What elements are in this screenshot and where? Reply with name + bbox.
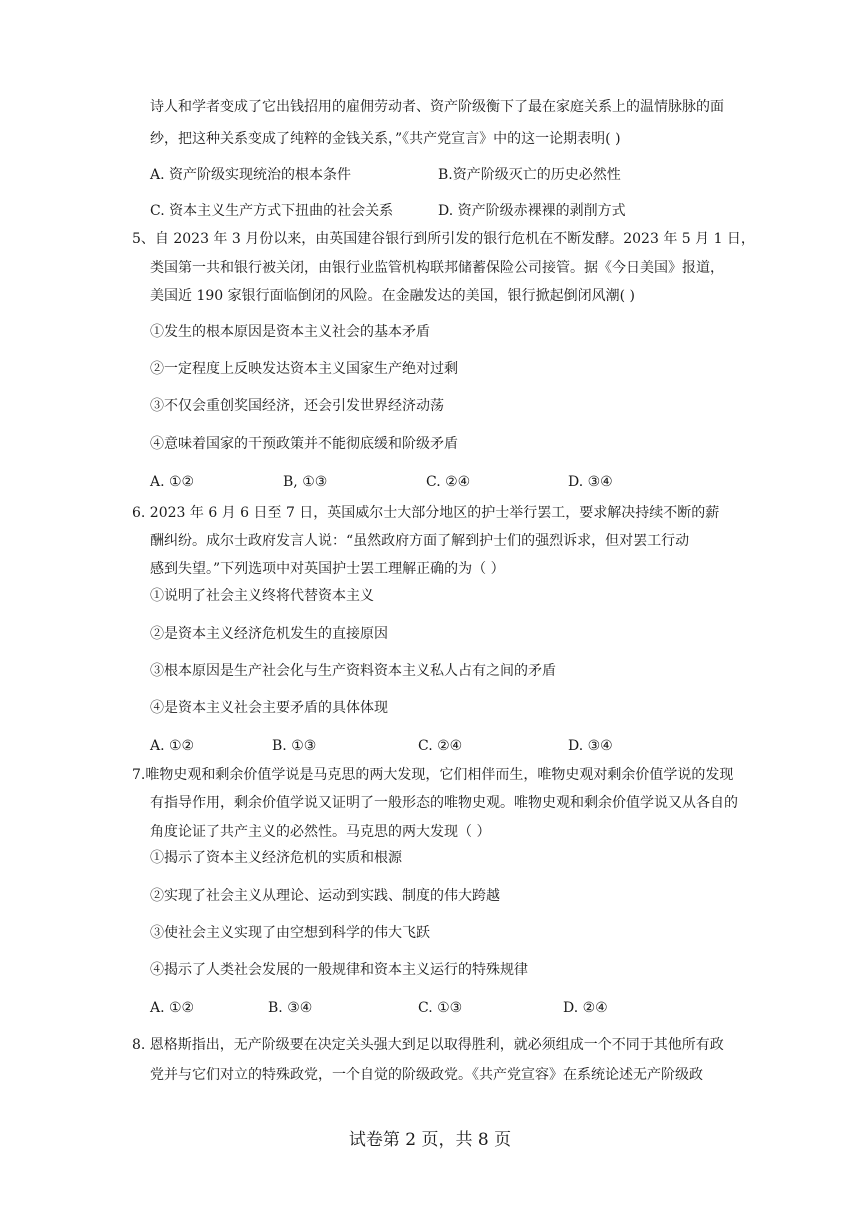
q5-options [150,472,710,492]
q7-item-3: ③使社会主义实现了由空想到科学的伟大飞跃 [150,925,430,941]
q4-option-a: A. 资产阶级实现统治的根本条件 [150,167,352,183]
q5-option-c: C. ②④ [426,474,471,490]
q6-option-d: D. ③④ [568,738,613,754]
q4-options-row-2 [150,201,710,221]
q6-option-b: B. ①③ [272,738,317,754]
q5-item-4: ④意味着国家的干预政策并不能彻底缓和阶级矛盾 [150,436,458,452]
q7-item-2: ②实现了社会主义从理论、运动到实践、制度的伟大跨越 [150,888,500,904]
q4-option-b: B.资产阶级灭亡的历史必然性 [438,167,621,183]
q7-item-4: ④揭示了人类社会发展的一般规律和资本主义运行的特殊规律 [150,962,528,978]
q7-option-a: A. ①② [150,1000,195,1016]
q5-text-line-3: 美国近 190 家银行面临倒闭的风险。在金融发达的美国，银行掀起倒闭风潮( ) [150,288,635,304]
q8-text-line-1: 8. 恩格斯指出，无产阶级要在决定关头强大到足以取得胜利，就必须组成一个不同于其他所有政 [132,1037,724,1053]
q5-option-d: D. ③④ [568,474,613,490]
q8-text-line-2: 党并与它们对立的特殊政党，一个自觉的阶级政党。《共产党宣容》在系统论述无产阶级政 [150,1067,703,1083]
q5-item-3: ③不仅会重创奖国经济，还会引发世界经济动荡 [150,398,444,414]
q6-options [150,736,710,756]
q6-item-4: ④是资本主义社会主要矛盾的具体体现 [150,700,388,716]
q6-text-line-1: 6. 2023 年 6 月 6 日至 7 日，英国威尔士大部分地区的护士举行罢工，要求解决持续不断的薪 [132,505,720,521]
q5-item-1: ①发生的根本原因是资本主义社会的基本矛盾 [150,324,430,340]
q4-option-c: C. 资本主义生产方式下扭曲的社会关系 [150,203,394,219]
q7-text-line-1: 7.唯物史观和剩余价值学说是马克思的两大发现，它们相伴而生，唯物史观对剩余价值学说的发现 [132,767,734,783]
q7-item-1: ①揭示了资本主义经济危机的实质和根源 [150,850,402,866]
q6-item-1: ①说明了社会主义终将代替资本主义 [150,588,374,604]
q5-text-line-2: 类国第一共和银行被关闭，由银行业监管机构联邦储蓄保险公司接管。据《今日美国》报道， [150,260,724,276]
q7-option-b: B. ③④ [268,1000,313,1016]
q6-option-c: C. ②④ [418,738,463,754]
q7-option-d: D. ②④ [563,1000,608,1016]
page-footer: 试卷第 2 页，共 8 页 [348,1130,512,1150]
q6-item-3: ③根本原因是生产社会化与生产资料资本主义私人占有之间的矛盾 [150,663,556,679]
q4-option-d: D. 资产阶级赤裸裸的剥削方式 [438,203,626,219]
q6-option-a: A. ①② [150,738,195,754]
q5-option-a: A. ①② [150,474,195,490]
q6-text-line-3: 感到失望。”下列选项中对英国护士罢工理解正确的为（ ） [150,561,505,577]
q4-text-line-1: 诗人和学者变成了它出钱招用的雇佣劳动者、资产阶级衡下了最在家庭关系上的温情脉脉的面 [150,99,724,115]
q7-text-line-2: 有指导作用，剩余价值学说又证明了一般形态的唯物史观。唯物史观和剩余价值学说又从各自的 [150,795,738,811]
q7-option-c: C. ①③ [418,1000,463,1016]
q5-text-line-1: 5、自 2023 年 3 月份以来，由英国建谷银行到所引发的银行危机在不断发酵。2023 年 5 月 1 日， [132,231,755,247]
q4-text-line-2: 纱，把这种关系变成了纯粹的金钱关系，”《共产党宣言》中的这一论期表明( ) [150,131,621,147]
q5-option-b: B, ①③ [283,474,328,490]
q6-text-line-2: 酬纠纷。成尔士政府发言人说：“虽然政府方面了解到护士们的强烈诉求，但对罢工行动 [150,533,690,549]
q4-options-row-1 [150,165,710,185]
q7-text-line-3: 角度论证了共产主义的必然性。马克思的两大发现（ ） [150,824,491,840]
q6-item-2: ②是资本主义经济危机发生的直接原因 [150,626,388,642]
q7-options [150,998,710,1018]
q5-item-2: ②一定程度上反映发达资本主义国家生产绝对过剩 [150,361,458,377]
